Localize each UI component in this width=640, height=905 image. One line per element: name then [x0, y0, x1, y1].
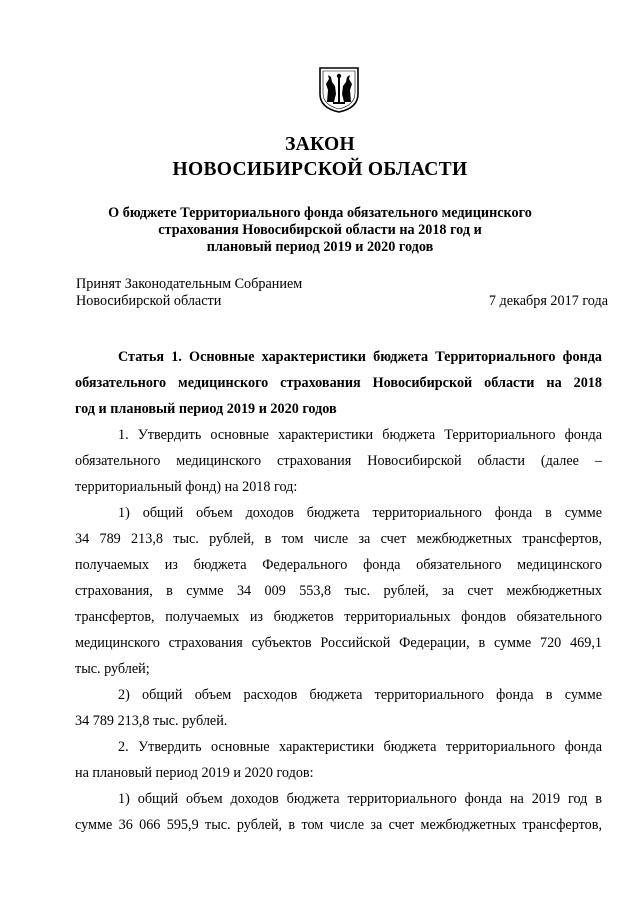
article-heading-line3: год и плановый период 2019 и 2020 годов	[75, 401, 337, 417]
coat-of-arms-icon	[318, 64, 360, 114]
item1-line4: страхования, в сумме 34 009 553,8 тыс. рублей, за счет межбюджетных	[75, 583, 602, 599]
law-subtitle-line3: плановый период 2019 и 2020 годов	[206, 239, 434, 255]
item3-line1: 1) общий объем доходов бюджета территориального фонда на 2019 год в	[118, 791, 602, 807]
item2-line1: 2) общий объем расходов бюджета территориального фонда в сумме	[118, 687, 602, 703]
item1-line1: 1) общий объем доходов бюджета территориального фонда в сумме	[118, 505, 602, 521]
item1-line2: 34 789 213,8 тыс. рублей, в том числе за счет межбюджетных трансфертов,	[75, 531, 602, 547]
item3-line2: сумме 36 066 595,9 тыс. рублей, в том числе за счет межбюджетных трансфертов,	[75, 817, 602, 833]
law-title-line2: НОВОСИБИРСКОЙ ОБЛАСТИ	[172, 159, 468, 180]
para2-line1: 2. Утвердить основные характеристики бюджета территориального фонда	[118, 739, 602, 755]
para2-line2: на плановый период 2019 и 2020 годов:	[75, 765, 314, 781]
law-subtitle-line2: страхования Новосибирской области на 2018 год и	[158, 222, 482, 238]
para1-line3: территориальный фонд) на 2018 год:	[75, 479, 298, 495]
adoption-date: 7 декабря 2017 года	[488, 293, 608, 309]
law-title-line1: ЗАКОН	[285, 134, 355, 155]
para1-line1: 1. Утвердить основные характеристики бюджета Территориального фонда	[118, 427, 602, 443]
item1-line5: трансфертов, получаемых из бюджетов территориальных фондов обязательного	[75, 609, 602, 625]
article-heading-line2: обязательного медицинского страхования Новосибирской области на 2018	[75, 375, 602, 391]
item1-line3: получаемых из бюджета Федерального фонда обязательного медицинского	[75, 557, 602, 573]
para1-line2: обязательного медицинского страхования Новосибирской области (далее –	[75, 453, 602, 469]
adoption-line1: Принят Законодательным Собранием	[76, 276, 303, 292]
item1-line6: медицинского страхования субъектов Российской Федерации, в сумме 720 469,1	[75, 635, 602, 651]
item1-line7: тыс. рублей;	[75, 661, 150, 677]
adoption-line2: Новосибирской области	[76, 293, 222, 309]
item2-line2: 34 789 213,8 тыс. рублей.	[75, 713, 228, 729]
article-heading-line1: Статья 1. Основные характеристики бюджета Территориального фонда	[118, 349, 602, 365]
law-subtitle-line1: О бюджете Территориального фонда обязательного медицинского	[108, 205, 532, 221]
